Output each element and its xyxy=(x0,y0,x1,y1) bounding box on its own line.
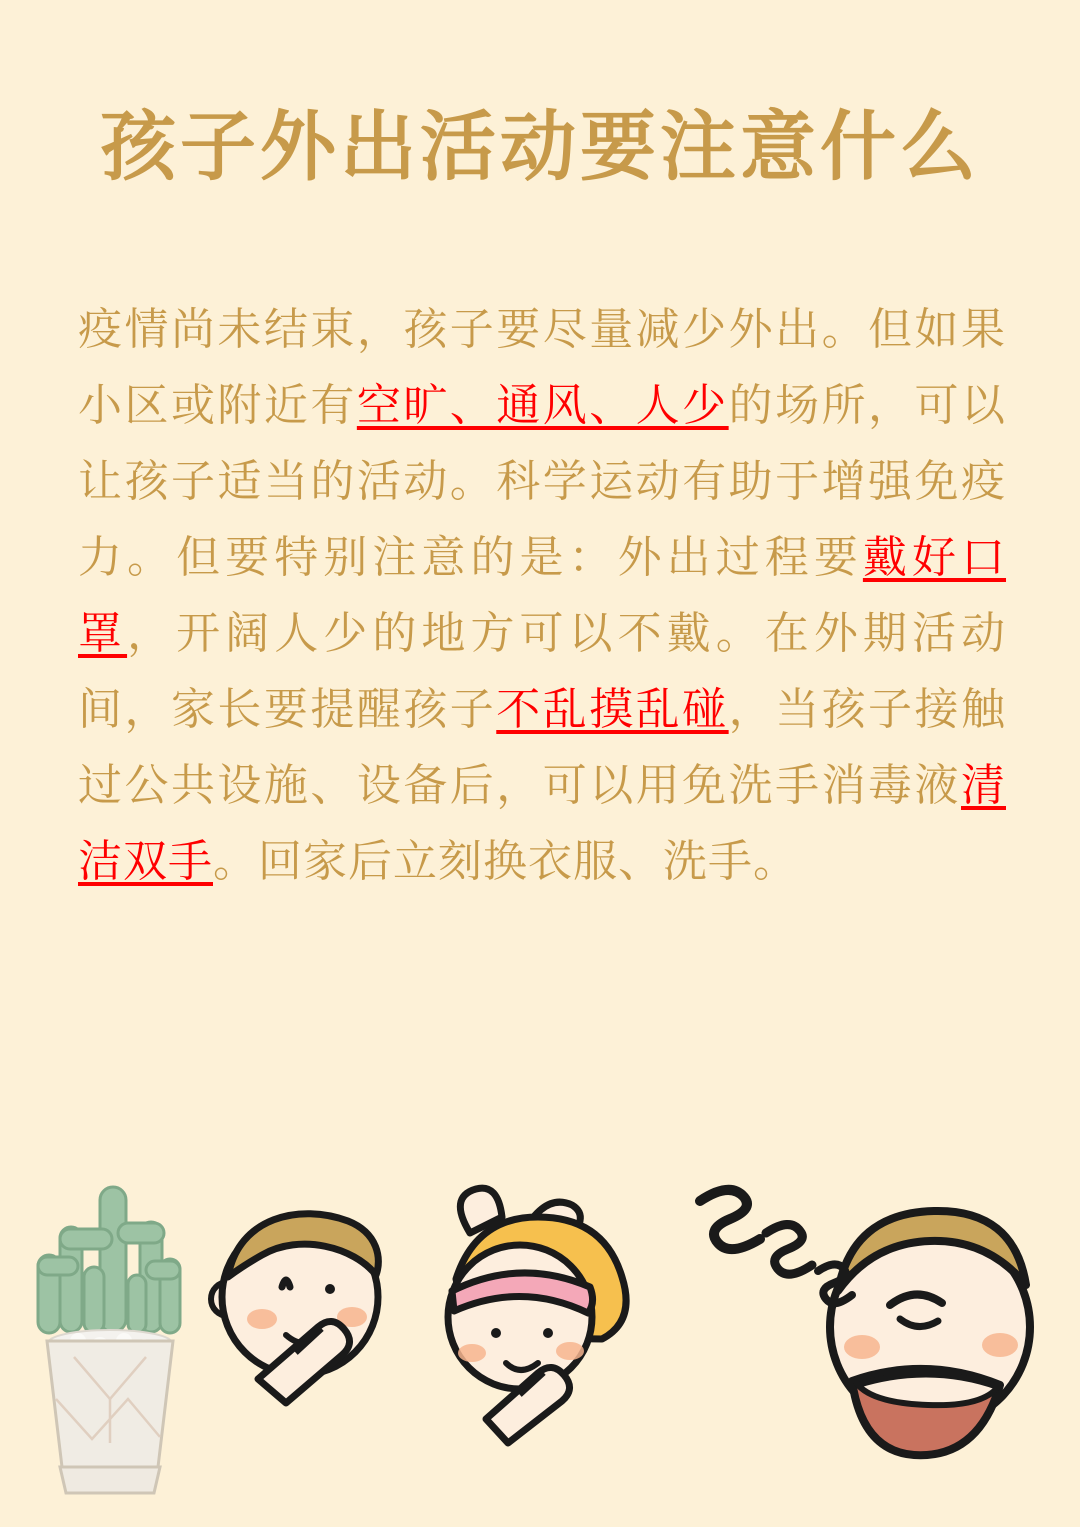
page-title: 孩子外出活动要注意什么 xyxy=(100,102,980,191)
body-text-run: 的场所，可以让孩子适当的活动。科学运动有助于增强免疫力。但要特别注意的是：外出过程要 xyxy=(78,380,1007,583)
boy-eating-icon xyxy=(211,1214,378,1403)
article-body xyxy=(78,292,1006,900)
body-text-run: 疫情尚未结束，孩子要尽量减少外出。但如果小区或附近有 xyxy=(78,304,1006,431)
body-text-run: ，开阔人少的地方可以不戴。在外期活动间，家长要提醒孩子 xyxy=(78,608,1007,735)
illustration-area xyxy=(0,1167,1080,1527)
body-text-run: 。回家后立刻换衣服、洗手。 xyxy=(213,836,798,887)
sleeping-face-icon xyxy=(830,1211,1030,1455)
highlighted-phrase: 不乱摸乱碰 xyxy=(496,684,729,735)
body-text-run: ，当孩子接触过公共设施、设备后，可以用免洗手消毒液 xyxy=(78,684,1007,811)
highlighted-phrase: 空旷、通风、人少 xyxy=(356,380,729,431)
cactus-plant-icon xyxy=(38,1187,180,1493)
highlighted-phrase: 戴好口罩 xyxy=(78,532,1007,659)
girl-eating-icon xyxy=(448,1188,626,1443)
sleep-zzz-icon xyxy=(700,1190,852,1303)
highlighted-phrase: 清洁双手 xyxy=(78,760,1006,887)
